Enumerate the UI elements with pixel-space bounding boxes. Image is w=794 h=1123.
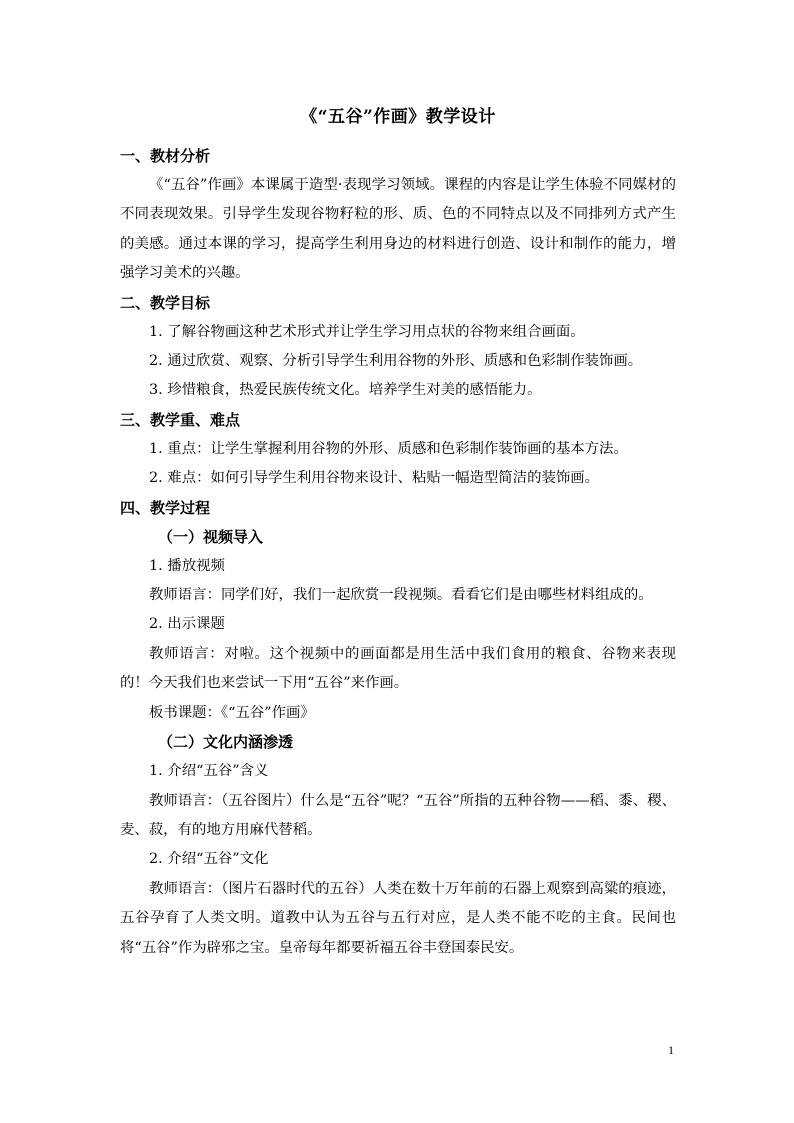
paragraph: 1. 介绍“五谷”含义 xyxy=(149,763,269,780)
paragraph: 教师语言：（五谷图片）什么是“五谷”呢？“五谷”所指的五种谷物——稻、黍、稷、麦、菽，有的地方用麻代替稻。 xyxy=(120,792,676,838)
paragraph: 1. 播放视频 xyxy=(149,557,225,574)
paragraph: 板书课题：《“五谷”作画》 xyxy=(149,704,315,721)
paragraph: 1. 了解谷物画这种艺术形式并让学生学习用点状的谷物来组合画面。 xyxy=(149,323,585,340)
paragraph: 教师语言：对啦。这个视频中的画面都是用生活中我们食用的粮食、谷物来表现的！今天我们也来尝试一下用“五谷”来作画。 xyxy=(120,645,676,692)
section-heading-teaching-goals: 二、教学目标 xyxy=(120,293,211,312)
subsection-heading-culture: （二）文化内涵渗透 xyxy=(158,733,294,752)
section-heading-key-points: 三、教学重、难点 xyxy=(120,410,241,429)
paragraph: 2. 介绍“五谷”文化 xyxy=(149,851,269,868)
paragraph: 教师语言：（图片石器时代的五谷）人类在数十万年前的石器上观察到高粱的痕迹，五谷孕育了人类文明。道教中认为五谷与五行对应，是人类不能不吃的主食。民间也将“五谷”作为辟邪之宝。皇帝每年都要祈福五谷丰登国泰民安。 xyxy=(120,880,676,956)
document-body xyxy=(120,104,676,963)
subsection-heading-video-intro: （一）视频导入 xyxy=(158,527,264,546)
paragraph: 2. 通过欣赏、观察、分析引导学生利用谷物的外形、质感和色彩制作装饰画。 xyxy=(149,353,643,370)
paragraph: 1. 重点：让学生掌握利用谷物的外形、质感和色彩制作装饰画的基本方法。 xyxy=(149,440,628,457)
page-number: 1 xyxy=(668,1043,674,1057)
paragraph: 教师语言：同学们好，我们一起欣赏一段视频。看看它们是由哪些材料组成的。 xyxy=(149,587,653,604)
paragraph: 2. 出示课题 xyxy=(149,616,225,633)
paragraph: 《“五谷”作画》本课属于造型·表现学习领域。课程的内容是让学生体验不同媒材的不同表现效果。引导学生发现谷物籽粒的形、质、色的不同特点以及不同排列方式产生的美感。通过本课的学习，提高学生利用身边的材料进行创造、设计和制作的能力，增强学习美术的兴趣。 xyxy=(120,177,676,282)
document-title: 《“五谷”作画》教学设计 xyxy=(300,107,496,127)
section-heading-teaching-process: 四、教学过程 xyxy=(120,498,211,517)
paragraph: 2. 难点：如何引导学生利用谷物来设计、粘贴一幅造型简洁的装饰画。 xyxy=(149,470,600,487)
section-heading-textbook-analysis: 一、教材分析 xyxy=(120,147,211,165)
paragraph: 3. 珍惜粮食，热爱民族传统文化。培养学生对美的感悟能力。 xyxy=(149,382,542,399)
